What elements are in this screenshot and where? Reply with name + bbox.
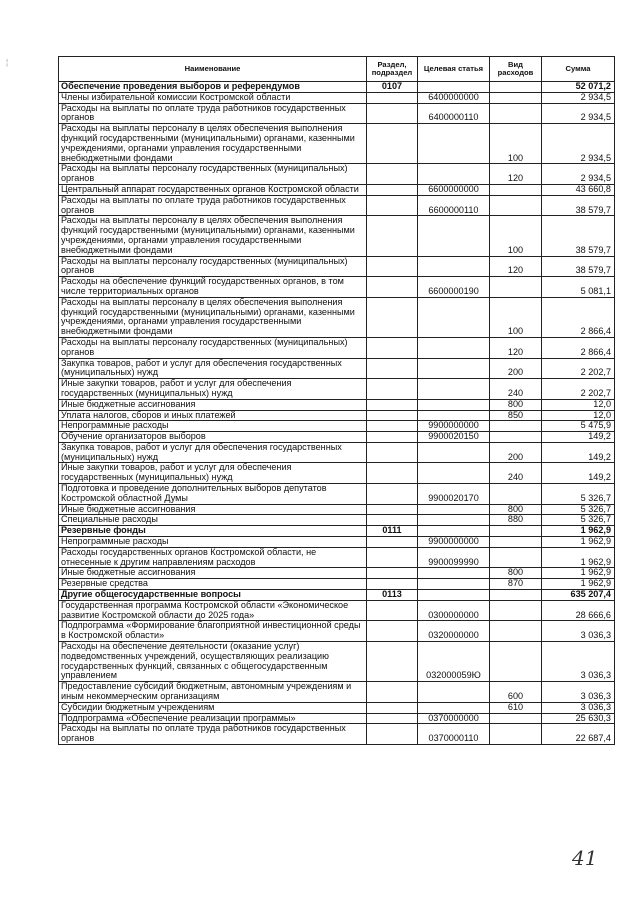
table-row [59, 124, 615, 164]
cell-section [367, 337, 418, 358]
cell-type [490, 103, 542, 124]
cell-type [490, 432, 542, 443]
cell-type: 610 [490, 702, 542, 713]
cell-name: Расходы на выплаты по оплате труда работников государственных органов [59, 103, 367, 124]
cell-type: 850 [490, 410, 542, 421]
cell-class [418, 82, 490, 93]
cell-type [490, 526, 542, 537]
table-row [59, 432, 615, 443]
cell-section: 0107 [367, 82, 418, 93]
cell-class: 6600000000 [418, 184, 490, 195]
table-row [59, 537, 615, 548]
cell-name: Подготовка и проведение дополнительных выборов депутатов Костромской областной Думы [59, 484, 367, 505]
header-name: Наименование [59, 57, 367, 82]
cell-amount: 3 036,3 [542, 682, 615, 703]
cell-type: 800 [490, 399, 542, 410]
cell-class [418, 399, 490, 410]
cell-amount: 5 326,7 [542, 484, 615, 505]
table-row [59, 702, 615, 713]
cell-class: 0320000000 [418, 621, 490, 642]
cell-class: 6400000110 [418, 103, 490, 124]
table-row [59, 103, 615, 124]
cell-class [418, 358, 490, 379]
cell-amount: 52 071,2 [542, 82, 615, 93]
table-row [59, 515, 615, 526]
cell-section [367, 358, 418, 379]
cell-section [367, 256, 418, 277]
cell-class [418, 682, 490, 703]
table-row [59, 484, 615, 505]
cell-class: 9900000000 [418, 537, 490, 548]
cell-type [490, 195, 542, 216]
cell-type [490, 621, 542, 642]
header-row [59, 57, 615, 82]
cell-class [418, 124, 490, 164]
table-row [59, 547, 615, 568]
cell-section [367, 702, 418, 713]
cell-name: Обеспечение проведения выборов и референдумов [59, 82, 367, 93]
header-amount: Сумма [542, 57, 615, 82]
cell-class [418, 504, 490, 515]
cell-amount: 3 036,3 [542, 621, 615, 642]
cell-section [367, 463, 418, 484]
cell-section [367, 600, 418, 621]
cell-class: 9900099990 [418, 547, 490, 568]
cell-name: Расходы на выплаты персоналу в целях обеспечения выполнения функций государственными (муниципальными) органами, казенными учреждениями, органами управления государственными внебюджетными фондами [59, 124, 367, 164]
cell-class [418, 515, 490, 526]
cell-class: 9900020170 [418, 484, 490, 505]
cell-section [367, 195, 418, 216]
table-row [59, 410, 615, 421]
table-row [59, 256, 615, 277]
table-row [59, 399, 615, 410]
cell-section [367, 713, 418, 724]
cell-amount: 2 866,4 [542, 297, 615, 337]
cell-type [490, 724, 542, 745]
cell-type: 600 [490, 682, 542, 703]
cell-name: Субсидии бюджетным учреждениям [59, 702, 367, 713]
cell-amount: 2 202,7 [542, 358, 615, 379]
cell-section [367, 297, 418, 337]
cell-name: Расходы на выплаты по оплате труда работников государственных органов [59, 724, 367, 745]
table-row [59, 164, 615, 185]
cell-name: Предоставление субсидий бюджетным, автономным учреждениям и иным некоммерческим организациям [59, 682, 367, 703]
cell-section [367, 504, 418, 515]
cell-type [490, 92, 542, 103]
cell-class [418, 590, 490, 601]
cell-class [418, 410, 490, 421]
cell-amount: 1 962,9 [542, 537, 615, 548]
cell-type [490, 547, 542, 568]
cell-section [367, 442, 418, 463]
table-row [59, 579, 615, 590]
cell-class: 0370000110 [418, 724, 490, 745]
cell-amount: 38 579,7 [542, 256, 615, 277]
cell-name: Расходы на выплаты персоналу государственных (муниципальных) органов [59, 164, 367, 185]
cell-type [490, 184, 542, 195]
cell-type [490, 537, 542, 548]
cell-type: 800 [490, 568, 542, 579]
cell-name: Иные закупки товаров, работ и услуг для обеспечения государственных (муниципальных) нужд [59, 379, 367, 400]
cell-amount: 149,2 [542, 463, 615, 484]
cell-name: Члены избирательной комиссии Костромской области [59, 92, 367, 103]
cell-amount: 38 579,7 [542, 216, 615, 256]
cell-class [418, 256, 490, 277]
cell-name: Непрограммные расходы [59, 537, 367, 548]
cell-class: 6600000110 [418, 195, 490, 216]
cell-amount: 2 934,5 [542, 164, 615, 185]
cell-name: Уплата налогов, сборов и иных платежей [59, 410, 367, 421]
cell-name: Центральный аппарат государственных органов Костромской области [59, 184, 367, 195]
table-row [59, 184, 615, 195]
cell-section: 0111 [367, 526, 418, 537]
table-row [59, 358, 615, 379]
cell-class [418, 297, 490, 337]
cell-amount: 149,2 [542, 442, 615, 463]
cell-amount: 1 962,9 [542, 568, 615, 579]
cell-section [367, 399, 418, 410]
cell-section [367, 432, 418, 443]
table-row [59, 92, 615, 103]
cell-section [367, 682, 418, 703]
table-row [59, 568, 615, 579]
table-row [59, 379, 615, 400]
page-number: 41 [572, 846, 598, 870]
cell-section [367, 642, 418, 682]
cell-name: Иные закупки товаров, работ и услуг для обеспечения государственных (муниципальных) нужд [59, 463, 367, 484]
cell-type: 100 [490, 216, 542, 256]
header-class: Целевая статья [418, 57, 490, 82]
cell-type: 240 [490, 379, 542, 400]
cell-type [490, 82, 542, 93]
cell-amount: 3 036,3 [542, 702, 615, 713]
cell-amount: 12,0 [542, 410, 615, 421]
cell-section [367, 547, 418, 568]
table-row [59, 713, 615, 724]
cell-name: Обучение организаторов выборов [59, 432, 367, 443]
cell-amount: 5 326,7 [542, 515, 615, 526]
table-row [59, 600, 615, 621]
cell-amount: 635 207,4 [542, 590, 615, 601]
cell-amount: 43 660,8 [542, 184, 615, 195]
cell-section [367, 537, 418, 548]
cell-name: Расходы на выплаты персоналу государственных (муниципальных) органов [59, 337, 367, 358]
cell-amount: 22 687,4 [542, 724, 615, 745]
table-body [59, 82, 615, 745]
cell-amount: 2 934,5 [542, 124, 615, 164]
cell-name: Подпрограмма «Обеспечение реализации программы» [59, 713, 367, 724]
cell-section [367, 216, 418, 256]
cell-type: 880 [490, 515, 542, 526]
cell-name: Расходы на выплаты персоналу в целях обеспечения выполнения функций государственными (муниципальными) органами, казенными учреждениями, органами управления государственными внебюджетными фондами [59, 216, 367, 256]
table-row [59, 621, 615, 642]
cell-section [367, 421, 418, 432]
cell-section [367, 568, 418, 579]
cell-amount: 38 579,7 [542, 195, 615, 216]
cell-name: Расходы на обеспечение функций государственных органов, в том числе территориальных органов [59, 277, 367, 298]
cell-amount: 12,0 [542, 399, 615, 410]
table-row [59, 216, 615, 256]
cell-name: Непрограммные расходы [59, 421, 367, 432]
cell-class [418, 337, 490, 358]
table-row [59, 337, 615, 358]
cell-type: 120 [490, 256, 542, 277]
cell-type [490, 421, 542, 432]
cell-name: Другие общегосударственные вопросы [59, 590, 367, 601]
cell-amount: 2 934,5 [542, 92, 615, 103]
table-row [59, 195, 615, 216]
cell-type: 200 [490, 358, 542, 379]
cell-amount: 149,2 [542, 432, 615, 443]
table-row [59, 297, 615, 337]
cell-amount: 25 630,3 [542, 713, 615, 724]
table-row [59, 277, 615, 298]
cell-section [367, 515, 418, 526]
cell-name: Резервные фонды [59, 526, 367, 537]
cell-section [367, 103, 418, 124]
cell-class: 0300000000 [418, 600, 490, 621]
cell-name: Расходы государственных органов Костромской области, не отнесенные к другим направлениям расходов [59, 547, 367, 568]
cell-section [367, 621, 418, 642]
cell-class [418, 579, 490, 590]
cell-name: Специальные расходы [59, 515, 367, 526]
cell-amount: 1 962,9 [542, 547, 615, 568]
cell-amount: 5 475,9 [542, 421, 615, 432]
table-row [59, 421, 615, 432]
cell-name: Резервные средства [59, 579, 367, 590]
table-row [59, 724, 615, 745]
cell-class [418, 568, 490, 579]
cell-amount: 5 326,7 [542, 504, 615, 515]
cell-name: Иные бюджетные ассигнования [59, 568, 367, 579]
margin-mark: ¦ [6, 58, 9, 67]
cell-type: 800 [490, 504, 542, 515]
budget-table-sheet [58, 56, 614, 745]
cell-class [418, 442, 490, 463]
cell-class [418, 463, 490, 484]
cell-name: Иные бюджетные ассигнования [59, 399, 367, 410]
cell-name: Расходы на обеспечение деятельности (оказание услуг) подведомственных учреждений, осуществляющих реализацию государственных функций, связанных с общегосударственным управлением [59, 642, 367, 682]
cell-class [418, 164, 490, 185]
cell-section [367, 484, 418, 505]
cell-type [490, 713, 542, 724]
cell-section [367, 164, 418, 185]
cell-amount: 5 081,1 [542, 277, 615, 298]
table-row [59, 504, 615, 515]
table-row [59, 590, 615, 601]
cell-amount: 2 202,7 [542, 379, 615, 400]
header-type: Вид расходов [490, 57, 542, 82]
cell-name: Иные бюджетные ассигнования [59, 504, 367, 515]
cell-type: 870 [490, 579, 542, 590]
cell-class: 0370000000 [418, 713, 490, 724]
cell-class: 6600000190 [418, 277, 490, 298]
cell-amount: 3 036,3 [542, 642, 615, 682]
cell-type: 120 [490, 164, 542, 185]
budget-table [58, 56, 615, 745]
cell-section [367, 184, 418, 195]
table-row [59, 642, 615, 682]
cell-section [367, 724, 418, 745]
table-row [59, 82, 615, 93]
table-row [59, 682, 615, 703]
cell-name: Закупка товаров, работ и услуг для обеспечения государственных (муниципальных) нужд [59, 442, 367, 463]
cell-name: Подпрограмма «Формирование благоприятной инвестиционной среды в Костромской области» [59, 621, 367, 642]
cell-section [367, 410, 418, 421]
cell-section [367, 579, 418, 590]
cell-class [418, 379, 490, 400]
cell-name: Расходы на выплаты по оплате труда работников государственных органов [59, 195, 367, 216]
cell-section [367, 124, 418, 164]
cell-class: 032000059Ю [418, 642, 490, 682]
cell-type [490, 484, 542, 505]
cell-section: 0113 [367, 590, 418, 601]
cell-type [490, 277, 542, 298]
cell-class: 9900020150 [418, 432, 490, 443]
cell-name: Расходы на выплаты персоналу в целях обеспечения выполнения функций государственными (муниципальными) органами, казенными учреждениями, органами управления государственными внебюджетными фондами [59, 297, 367, 337]
cell-type: 100 [490, 124, 542, 164]
cell-section [367, 379, 418, 400]
cell-type: 100 [490, 297, 542, 337]
cell-section [367, 92, 418, 103]
cell-type: 240 [490, 463, 542, 484]
cell-name: Расходы на выплаты персоналу государственных (муниципальных) органов [59, 256, 367, 277]
cell-name: Государственная программа Костромской области «Экономическое развитие Костромской области до 2025 года» [59, 600, 367, 621]
header-section: Раздел, подраздел [367, 57, 418, 82]
cell-type [490, 590, 542, 601]
cell-name: Закупка товаров, работ и услуг для обеспечения государственных (муниципальных) нужд [59, 358, 367, 379]
cell-amount: 2 934,5 [542, 103, 615, 124]
table-row [59, 463, 615, 484]
table-row [59, 442, 615, 463]
cell-class: 9900000000 [418, 421, 490, 432]
cell-type: 120 [490, 337, 542, 358]
cell-section [367, 277, 418, 298]
cell-amount: 28 666,6 [542, 600, 615, 621]
cell-amount: 2 866,4 [542, 337, 615, 358]
cell-class [418, 702, 490, 713]
cell-type: 200 [490, 442, 542, 463]
cell-type [490, 642, 542, 682]
cell-class [418, 526, 490, 537]
cell-amount: 1 962,9 [542, 579, 615, 590]
table-row [59, 526, 615, 537]
cell-type [490, 600, 542, 621]
cell-amount: 1 962,9 [542, 526, 615, 537]
cell-class [418, 216, 490, 256]
cell-class: 6400000000 [418, 92, 490, 103]
